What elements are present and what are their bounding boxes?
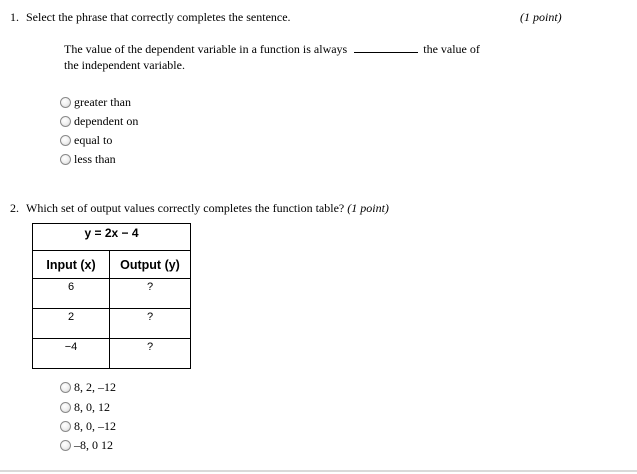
table-cell-output: ? (110, 279, 191, 309)
function-table-title: y = 2x − 4 (33, 224, 191, 251)
q2-option-c[interactable] (60, 418, 116, 434)
question-1-points: (1 point) (520, 10, 562, 24)
q2-option-a[interactable] (60, 379, 116, 395)
table-cell-input: 6 (33, 279, 110, 309)
q1-option-label: equal to (74, 132, 113, 147)
radio-button-icon[interactable] (60, 135, 71, 146)
table-cell-input: 2 (33, 309, 110, 339)
function-table-header-output: Output (y) (110, 251, 191, 279)
q1-option-label: greater than (74, 94, 131, 109)
q1-option-greater-than[interactable] (60, 94, 131, 110)
question-2-prompt-text: Which set of output values correctly completes the function table? (26, 201, 345, 215)
table-cell-output: ? (110, 309, 191, 339)
question-2-points: (1 point) (347, 201, 389, 215)
question-1-sentence-line-1 (64, 42, 480, 57)
question-1-number: 1. (10, 10, 19, 24)
function-table-header-input: Input (x) (33, 251, 110, 279)
sentence-part-1: The value of the dependent variable in a function is always (64, 42, 348, 56)
question-2-prompt (26, 201, 389, 216)
answer-blank (354, 42, 418, 53)
radio-button-icon[interactable] (60, 421, 71, 432)
radio-button-icon[interactable] (60, 116, 71, 127)
radio-button-icon[interactable] (60, 154, 71, 165)
q2-option-label: 8, 0, –12 (74, 418, 116, 433)
q1-option-dependent-on[interactable] (60, 113, 138, 129)
q1-option-equal-to[interactable] (60, 132, 112, 148)
table-row (33, 309, 191, 339)
table-row (33, 339, 191, 369)
radio-button-icon[interactable] (60, 382, 71, 393)
sentence-part-3: the independent variable. (64, 58, 185, 72)
table-cell-output: ? (110, 339, 191, 369)
table-cell-input: −4 (33, 339, 110, 369)
function-table (32, 223, 191, 369)
question-1-prompt: Select the phrase that correctly completes the sentence. (26, 10, 291, 24)
q1-option-label: dependent on (74, 113, 139, 128)
radio-button-icon[interactable] (60, 440, 71, 451)
question-2-number: 2. (10, 201, 19, 215)
sentence-part-2: the value of (423, 42, 480, 56)
q2-option-label: 8, 0, 12 (74, 399, 110, 414)
radio-button-icon[interactable] (60, 402, 71, 413)
radio-button-icon[interactable] (60, 97, 71, 108)
q2-option-label: 8, 2, –12 (74, 379, 116, 394)
table-row (33, 279, 191, 309)
q1-option-label: less than (74, 151, 116, 166)
q2-option-label: –8, 0 12 (74, 437, 113, 452)
q2-option-d[interactable] (60, 437, 113, 453)
q1-option-less-than[interactable] (60, 151, 116, 167)
q2-option-b[interactable] (60, 399, 110, 415)
page-bottom-divider (0, 470, 637, 472)
